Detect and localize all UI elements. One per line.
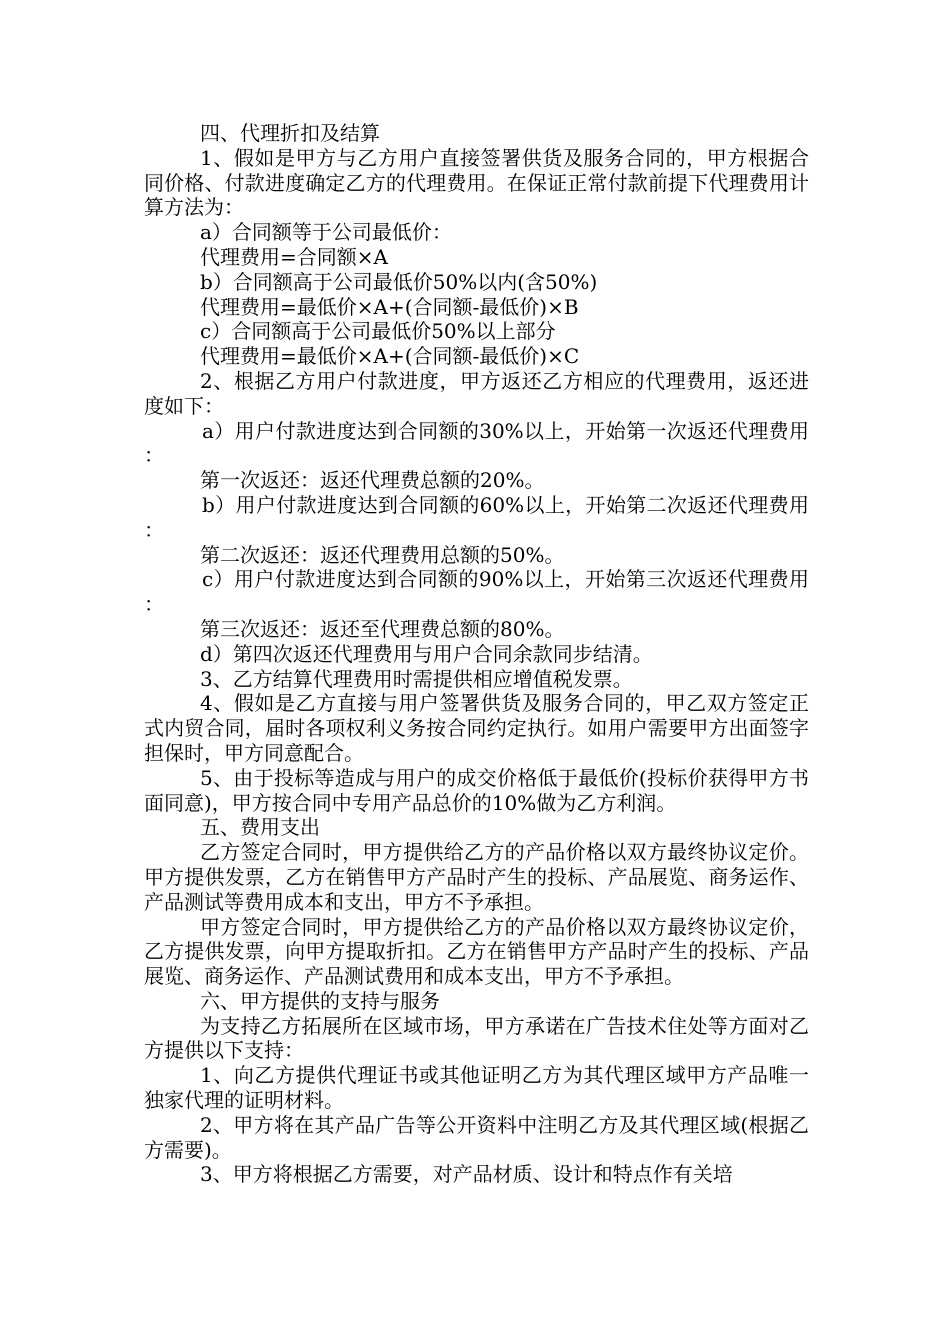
paragraph: c）用户付款进度达到合同额的90%以上，开始第三次返还代理费用： [144,567,809,617]
paragraph: b）合同额高于公司最低价50%以内(含50%) [200,269,598,294]
formula-line: 代理费用=合同额×A [200,244,388,269]
formula-line: 代理费用=最低价×A+(合同额-最低价)×C [200,344,580,369]
paragraph: a）合同额等于公司最低价： [200,220,452,245]
paragraph: c）合同额高于公司最低价50%以上部分 [200,319,556,344]
document-body [144,121,809,1187]
section-heading-expenses: 五、费用支出 [200,815,320,840]
paragraph: 第三次返还：返还至代理费总额的80%。 [200,616,565,641]
section-heading-discount: 四、代理折扣及结算 [200,121,380,145]
paragraph: 1、向乙方提供代理证书或其他证明乙方为其代理区域甲方产品唯一独家代理的证明材料。 [144,1063,809,1113]
paragraph: 第二次返还：返还代理费用总额的50%。 [200,542,565,567]
paragraph: b）用户付款进度达到合同额的60%以上，开始第二次返还代理费用： [144,492,809,542]
paragraph: 3、甲方将根据乙方需要，对产品材质、设计和特点作有关培 [200,1162,733,1187]
paragraph: 4、假如是乙方直接与用户签署供货及服务合同的，甲乙双方签定正式内贸合同，届时各项权利义务按合同约定执行。如用户需要甲方出面签字担保时，甲方同意配合。 [144,691,809,765]
paragraph: 2、甲方将在其产品广告等公开资料中注明乙方及其代理区域(根据乙方需要)。 [144,1112,809,1162]
paragraph: 乙方签定合同时，甲方提供给乙方的产品价格以双方最终协议定价。甲方提供发票，乙方在销售甲方产品时产生的投标、产品展览、商务运作、产品测试等费用成本和支出，甲方不予承担。 [144,840,809,914]
paragraph: 3、乙方结算代理费用时需提供相应增值税发票。 [200,666,633,691]
paragraph: 甲方签定合同时，甲方提供给乙方的产品价格以双方最终协议定价，乙方提供发票，向甲方提取折扣。乙方在销售甲方产品时产生的投标、产品展览、商务运作、产品测试费用和成本支出，甲方不予承担。 [144,914,809,989]
paragraph: 第一次返还：返还代理费总额的20%。 [200,468,545,493]
paragraph: 1、假如是甲方与乙方用户直接签署供货及服务合同的，甲方根据合同价格、付款进度确定乙方的代理费用。在保证正常付款前提下代理费用计算方法为： [144,145,809,220]
paragraph: 为支持乙方拓展所在区域市场，甲方承诺在广告技术住处等方面对乙方提供以下支持： [144,1013,809,1063]
paragraph: 5、由于投标等造成与用户的成交价格低于最低价(投标价获得甲方书面同意)，甲方按合同中专用产品总价的10%做为乙方利润。 [144,765,809,815]
paragraph: d）第四次返还代理费用与用户合同余款同步结清。 [200,641,653,666]
formula-line: 代理费用=最低价×A+(合同额-最低价)×B [200,294,579,319]
paragraph: 2、根据乙方用户付款进度，甲方返还乙方相应的代理费用，返还进度如下： [144,368,809,418]
section-heading-support: 六、甲方提供的支持与服务 [200,988,440,1013]
paragraph: a）用户付款进度达到合同额的30%以上，开始第一次返还代理费用： [144,418,809,468]
